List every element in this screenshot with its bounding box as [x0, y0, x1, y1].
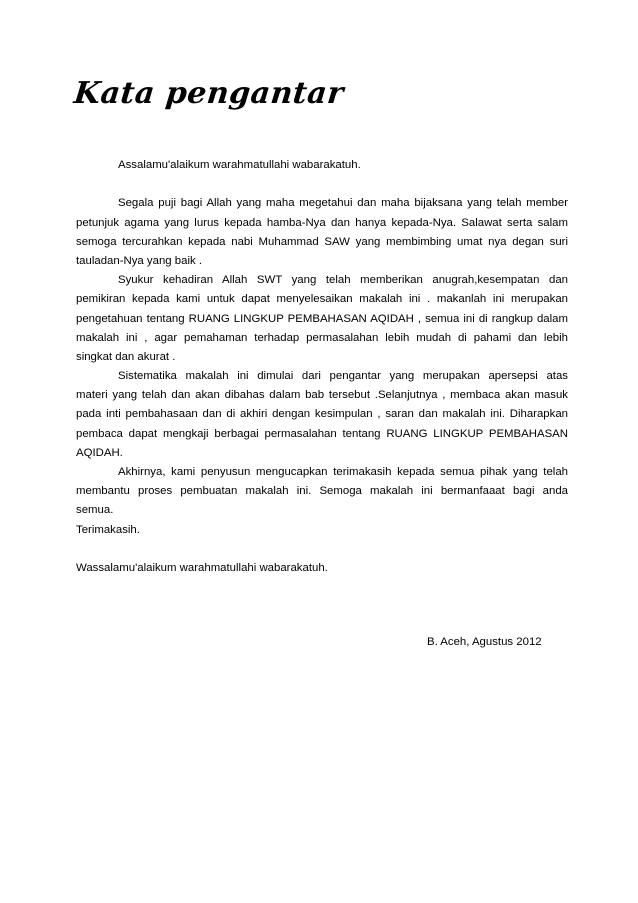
paragraph-1-line-3: semoga tercurahkan kepada nabi Muhammad SAW yang membimbing umat nya degan suri: [76, 235, 568, 248]
paragraph-3-line-5: AQIDAH.: [76, 446, 123, 459]
paragraph-3-line-4: pembaca dapat mengkaji berbagai permasalahan tentang RUANG LINGKUP PEMBAHASAN: [76, 427, 568, 440]
paragraph-1-line-1: Segala puji bagi Allah yang maha megetahui dan maha bijaksana yang telah member: [118, 197, 568, 210]
document-title: Kata pengantar: [72, 76, 346, 111]
paragraph-2-line-1: Syukur kehadiran Allah SWT yang telah memberikan anugrah,kesempatan dan: [118, 274, 568, 287]
paragraph-2-line-3: pengetahuan tentang RUANG LINGKUP PEMBAHASAN AQIDAH , semua ini di rangkup dalam: [76, 312, 568, 325]
blank-line: [76, 540, 568, 559]
paragraph-1-line-4: tauladan-Nya yang baik .: [76, 254, 203, 267]
paragraph-4-line-3: semua.: [76, 504, 114, 517]
paragraph-2-line-5: singkat dan akurat .: [76, 350, 176, 363]
blank-line: [76, 175, 568, 194]
paragraph-4-line-1: Akhirnya, kami penyusun mengucapkan terimakasih kepada semua pihak yang telah: [118, 466, 568, 478]
paragraph-3-line-2: materi yang telah dan akan dibahas dalam bab tersebut .Selanjutnya , membaca akan masuk: [76, 389, 568, 402]
paragraph-1-line-2: petunjuk agama yang lurus kepada hamba-Nya dan hanya kepada-Nya. Salawat serta salam: [76, 216, 568, 229]
paragraph-3-line-1: Sistematika makalah ini dimulai dari pengantar yang merupakan apersepsi atas: [118, 370, 568, 383]
signature-place-date: B. Aceh, Agustus 2012: [427, 636, 542, 648]
greeting-line: Assalamu'alaikum warahmatullahi wabarakatuh.: [118, 159, 361, 171]
closing-line: Wassalamu'alaikum warahmatullahi wabarakatuh.: [76, 561, 328, 574]
document-body: [76, 156, 568, 578]
paragraph-4-line-2: membantu proses pembuatan makalah ini. Semoga makalah ini bermanfaaat bagi anda: [76, 485, 568, 498]
paragraph-2-line-4: makalah ini , agar pemahaman terhadap permasalahan lebih mudah di pahami dan lebih: [76, 331, 568, 344]
paragraph-2-line-2: pemikiran kepada kami untuk dapat menyelesaikan makalah ini . makanlah ini merupakan: [76, 293, 568, 306]
thanks-line: Terimakasih.: [76, 523, 140, 536]
paragraph-3-line-3: pada inti pembahasaan dan di akhiri dengan kesimpulan , saran dan makalah ini. Diharapkan: [76, 408, 568, 421]
